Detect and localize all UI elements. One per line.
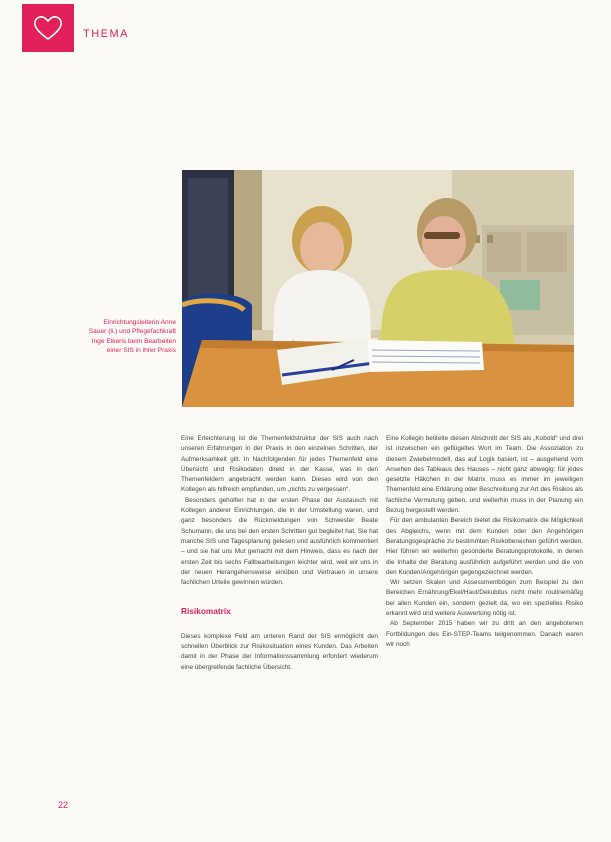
article-photo (182, 170, 574, 407)
page-number: 22 (58, 800, 69, 810)
paragraph: Eine Kollegin betitelte diesen Abschnitt der SIS als „Kobold“ und drei ist inzwischen ein geflügeltes Wort im Team. Die Assoziation zu diesem Zwiebelmodell, das auf Logik basiert, ist – ausgehend vom Ansehen des Tableaus des Hauses – nicht ganz abwegig: für jedes gesetzte Häkchen in der Matrix muss es immer im jeweiligen Themenfeld eine Erklärung oder Beschreibung zur Art des Risikos als fachliche Vermutung geben, und weiterhin muss in der Planung ein Bezug hergestellt werden. (386, 435, 583, 515)
subheading: Risikomatrix (181, 606, 231, 617)
paragraph: Wir setzen Skalen und Assessmentbögen zum Beispiel zu den Bereichen Ernährung/Ekel/Haut/Dekubitus nicht mehr routinemäßig bei allen Kunden ein, sondern gezielt da, wo ein spezielles Risiko erkannt wird und weitere Auswertung nötig ist. (386, 579, 583, 618)
section-label: THEMA (83, 28, 129, 40)
article-column-right (386, 434, 583, 650)
heart-logo (22, 4, 74, 52)
article-column-left (181, 434, 378, 673)
paragraph: Eine Erleichterung ist die Themenfeldstruktur der SIS auch nach unseren Erfahrungen in der Praxis in den einzelnen Schritten, der Aufmerksamkeit gilt. In Nachfolgenden für jedes Themenfeld eine Übersicht und Risikodaten direkt in der Kasse, was in den Themenfeldern angebracht werden kann. Dieses wird von den Kollegen als hilfreich empfunden, um „nichts zu vergessen“. (181, 435, 378, 494)
paragraph: Dieses komplexe Feld am unteren Rand der SIS ermöglicht den schnellen Überblick zur Risikosituation eines Kunden. Das Arbeiten damit in der Phase der Informationssammlung erfordert wiederum eine übergreifende fachliche Übersicht. (181, 632, 378, 671)
paragraph: Für den ambulanten Bereich bietet die Risikomatrix die Möglichkeit des Abgleichs, wenn mit dem Kunden oder den Angehörigen Beratungsgespräche zu bestimmten Risikobereichen geführt werden. Hier führen wir weiterhin gesonderte Beratungsprotokolle, in denen die Inhalte der Beratung ausführlich aufgeführt werden und die von den Kunden/Angehörigen gegengezeichnet werden. (386, 517, 583, 576)
photo-caption: Einrichtungsleiterin Anne Sauer (li.) und Pflegefachkraft Inge Elkeris beim Bearbeiten einer SIS in ihrer Praxis (88, 319, 176, 355)
heart-icon (33, 15, 63, 41)
paragraph: Ab September 2015 haben wir zu dritt an den angebotenen Fortbildungen des Ein-STEP-Teams teilgenommen. Danach waren wir noch (386, 620, 583, 648)
paragraph: Besonders geholfen hat in der ersten Phase der Austausch mit Kollegen anderer Einrichtungen, die in der Umstellung waren, und ganz besonders die Rückmeldungen von Schwester Beate Schumann, die uns bei den ersten Schritten gut begleitet hat. Sie hat manche SIS und Tagesplanung gelesen und ausführlich kommentiert – und sie hat uns Mut gemacht mit dem Hinweis, dass es nach der ersten Zeit bis sechs Fallbearbeitungen leichter wird, weil wir uns in der neuen Herangehensweise einüben und Vertrauen in unsere fachlichen Urteile gewinnen würden. (181, 496, 378, 587)
